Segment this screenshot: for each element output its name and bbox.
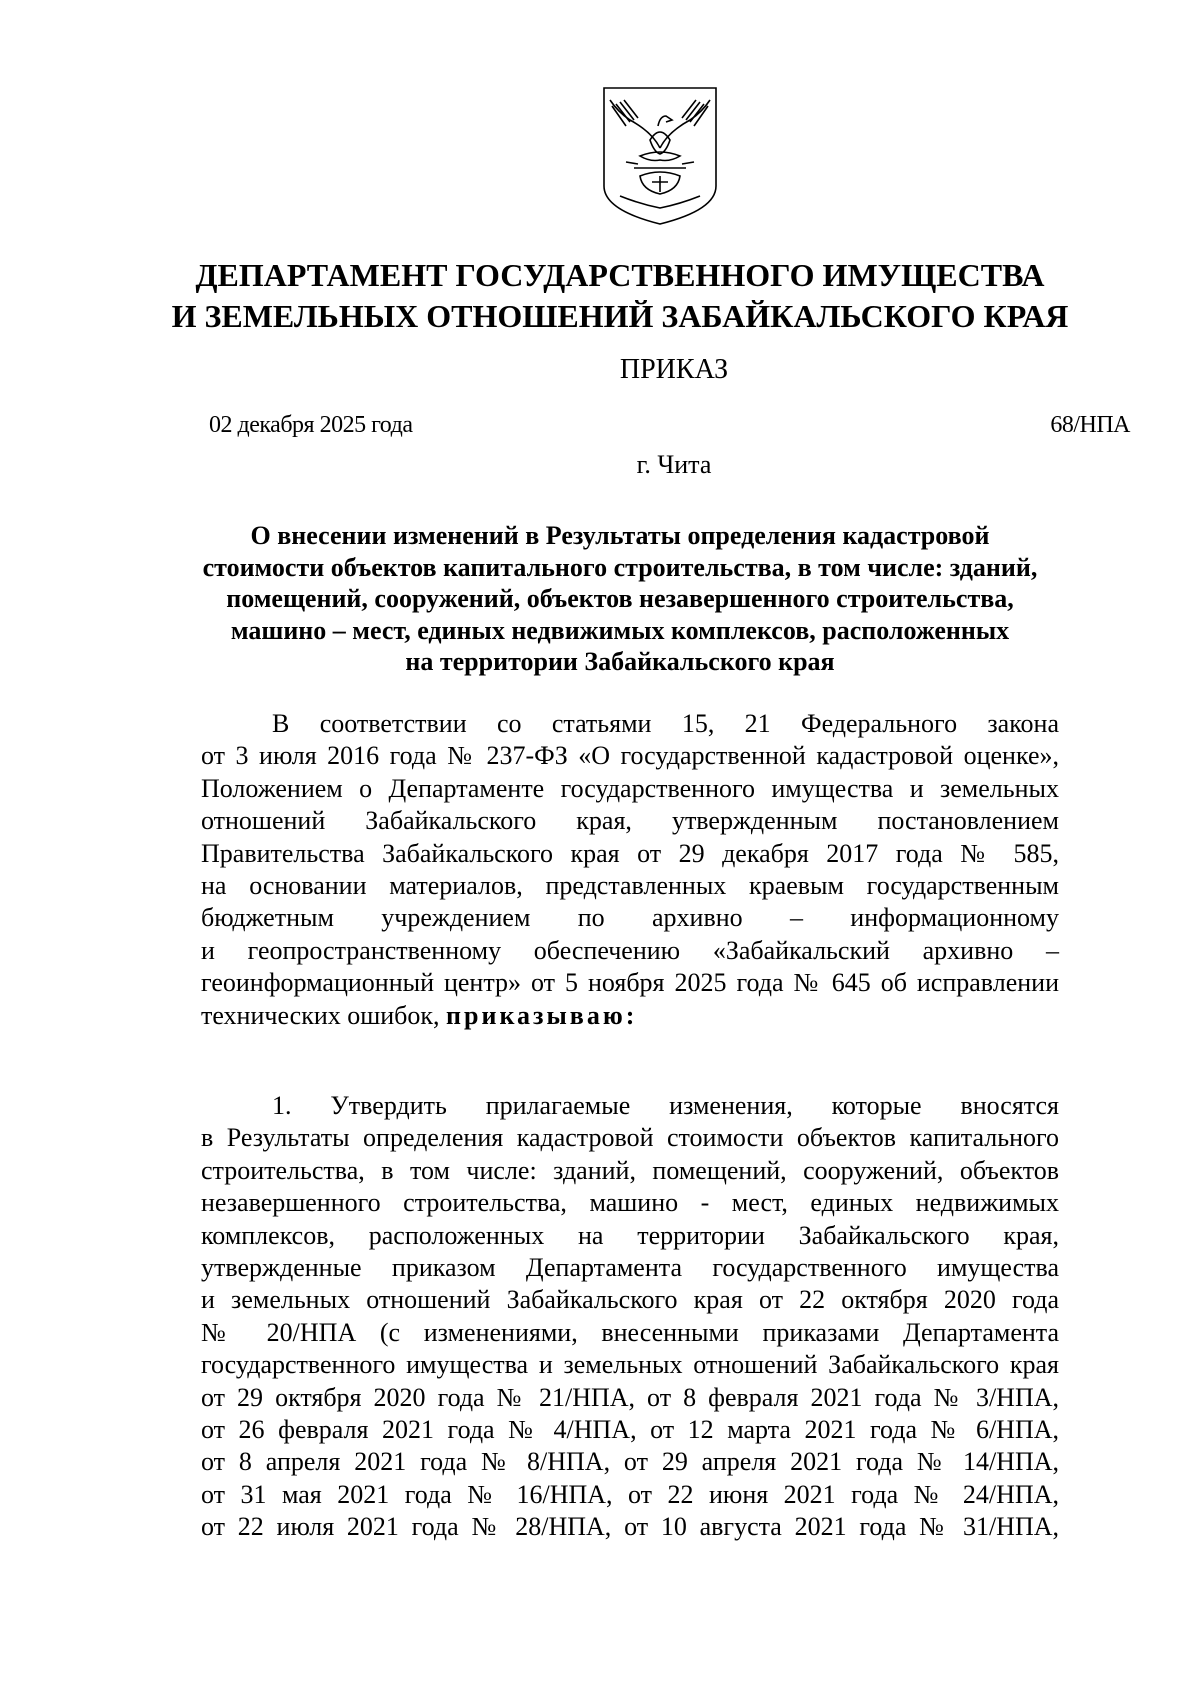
paragraph-line: Положением о Департаменте государственного имущества и земельных [201, 773, 1059, 803]
paragraph-text: технических ошибок, [201, 1000, 447, 1030]
paragraph-line: от 29 октября 2020 года № 21/НПА, от 8 февраля 2021 года № 3/НПА, [201, 1382, 1059, 1412]
paragraph-line: бюджетным учреждением по архивно – информационному [201, 903, 1059, 933]
paragraph-line: и земельных отношений Забайкальского края от 22 октября 2020 года [201, 1285, 1059, 1315]
document-type: ПРИКАЗ [619, 354, 729, 385]
paragraph-line: Правительства Забайкальского края от 29 декабря 2017 года № 585, [201, 838, 1059, 868]
paragraph-line: В соответствии со статьями 15, 21 Федерального закона [272, 709, 1059, 738]
coat-of-arms-icon [600, 86, 720, 226]
paragraph-line: от 3 июля 2016 года № 237-ФЗ «О государственной кадастровой оценке», [201, 741, 1059, 771]
paragraph-line: комплексов, расположенных на территории Забайкальского края, [201, 1220, 1059, 1250]
subject-line: стоимости объектов капитального строительства, в том числе: зданий, [202, 552, 1038, 582]
paragraph-line: и геопространственному обеспечению «Забайкальский архивно – [201, 935, 1059, 965]
paragraph-line: утвержденные приказом Департамента государственного имущества [201, 1252, 1059, 1282]
paragraph-line: строительства, в том числе: зданий, помещений, сооружений, объектов [201, 1155, 1059, 1185]
paragraph-line: от 8 апреля 2021 года № 8/НПА, от 29 апреля 2021 года № 14/НПА, [201, 1447, 1059, 1477]
department-title-line: И ЗЕМЕЛЬНЫХ ОТНОШЕНИЙ ЗАБАЙКАЛЬСКОГО КРАЯ [171, 298, 1069, 334]
command-word: приказываю: [446, 1000, 638, 1030]
subject-line: О внесении изменений в Результаты определения кадастровой [250, 521, 990, 550]
department-title-line: ДЕПАРТАМЕНТ ГОСУДАРСТВЕННОГО ИМУЩЕСТВА [195, 257, 1045, 293]
document-city: г. Чита [636, 450, 712, 479]
paragraph-line: от 22 июля 2021 года № 28/НПА, от 10 августа 2021 года № 31/НПА, [201, 1512, 1059, 1542]
document-subject [190, 520, 1050, 678]
paragraph-line: от 31 мая 2021 года № 16/НПА, от 22 июня 2021 года № 24/НПА, [201, 1479, 1059, 1509]
subject-line: помещений, сооружений, объектов незавершенного строительства, [226, 584, 1014, 613]
paragraph-line: государственного имущества и земельных отношений Забайкальского края [201, 1350, 1059, 1380]
subject-line: машино – мест, единых недвижимых комплексов, расположенных [230, 615, 1010, 645]
document-number: 68/НПА [1050, 412, 1130, 438]
subject-line: на территории Забайкальского края [405, 647, 835, 676]
department-title [120, 255, 1120, 337]
paragraph-line: незавершенного строительства, машино - мест, единых недвижимых [201, 1188, 1059, 1218]
paragraph-line: от 26 февраля 2021 года № 4/НПА, от 12 марта 2021 года № 6/НПА, [201, 1414, 1059, 1444]
paragraph-line: на основании материалов, представленных краевым государственным [201, 870, 1059, 900]
document-date: 02 декабря 2025 года [209, 412, 413, 438]
paragraph-line: геоинформационный центр» от 5 ноября 2025 года № 645 об исправлении [201, 968, 1059, 998]
paragraph-line [201, 1000, 1059, 1032]
preamble-paragraph [201, 708, 1059, 1032]
paragraph-line: № 20/НПА (с изменениями, внесенными приказами Департамента [201, 1317, 1059, 1347]
paragraph-line: отношений Забайкальского края, утвержденным постановлением [201, 806, 1059, 836]
item-1-paragraph [201, 1090, 1059, 1543]
paragraph-line: 1. Утвердить прилагаемые изменения, которые вносятся [272, 1091, 1059, 1120]
paragraph-line: в Результаты определения кадастровой стоимости объектов капитального [201, 1123, 1059, 1153]
